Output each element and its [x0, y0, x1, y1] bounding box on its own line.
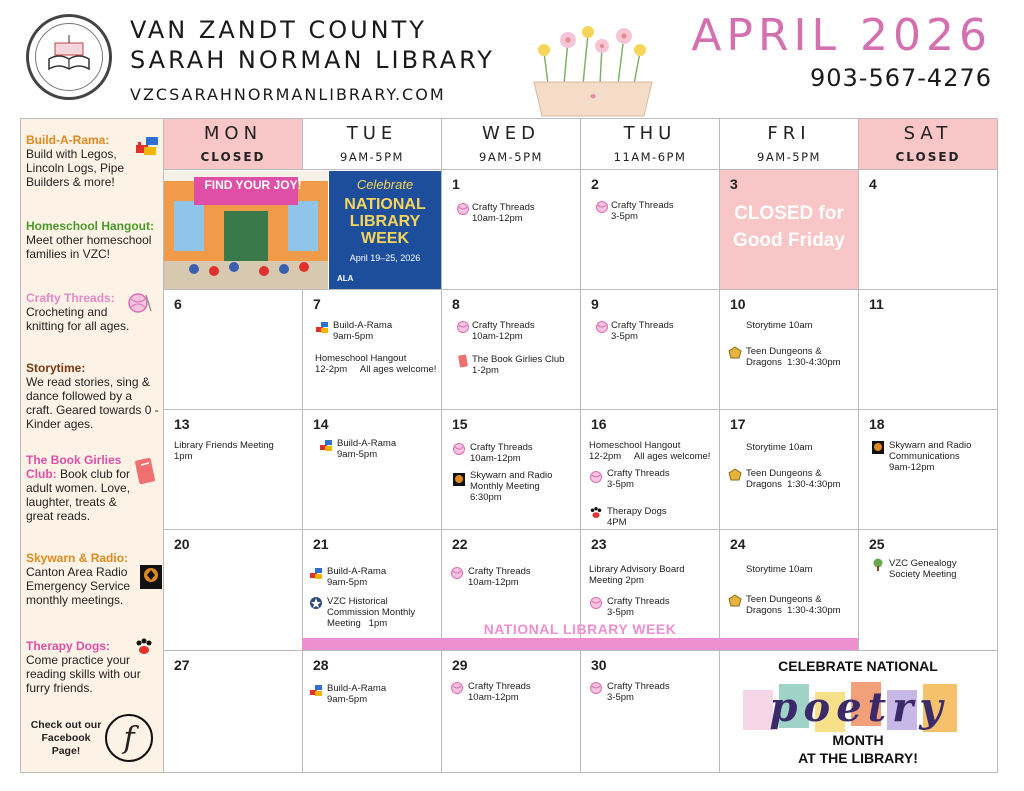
legend-text	[26, 453, 136, 523]
book-icon	[134, 457, 156, 485]
day-name: THU	[623, 123, 677, 144]
day-number: 6	[174, 296, 182, 312]
day-number: 20	[174, 536, 190, 552]
paw-print-icon	[134, 637, 154, 657]
yarn-ball-icon	[595, 320, 609, 334]
national-library-week-poster	[329, 171, 441, 289]
nlw-celebrate: Celebrate	[356, 177, 414, 192]
lego-bricks-icon	[309, 683, 323, 697]
book-icon	[456, 354, 470, 368]
event-skywarn-communications: Skywarn and Radio Communications 9am-12pm	[889, 440, 972, 473]
day-cell-16[interactable]	[580, 409, 720, 530]
day-name: MON	[203, 123, 263, 144]
lego-bricks-icon	[134, 133, 160, 157]
legend-title: The Book Girlies Club:	[26, 453, 122, 481]
legend-storytime	[26, 361, 162, 431]
day-number: 21	[313, 536, 329, 552]
find-your-joy-text: FIND YOUR JOY!	[204, 178, 302, 192]
legend-therapy-dogs	[26, 639, 162, 695]
day-number: 2	[591, 176, 599, 192]
day-header-wed	[441, 118, 581, 170]
yarn-ball-icon	[450, 681, 464, 695]
national-library-week-bar	[302, 638, 858, 650]
event-crafty-threads: Crafty Threads 10am-12pm	[472, 202, 535, 224]
day-number: 9	[591, 296, 599, 312]
yarn-ball-icon	[126, 291, 152, 315]
day-number: 17	[730, 416, 746, 432]
day-number: 11	[869, 296, 884, 312]
event-crafty-threads: Crafty Threads 3-5pm	[607, 681, 670, 703]
yarn-ball-icon	[595, 200, 609, 214]
yarn-ball-icon	[589, 470, 603, 484]
day-hours: 9AM-5PM	[340, 150, 404, 164]
month-title: APRIL 2026	[691, 10, 992, 61]
national-library-week-label: NATIONAL LIBRARY WEEK	[483, 621, 677, 637]
day-cell-29[interactable]	[441, 650, 581, 773]
day-cell-30[interactable]	[580, 650, 720, 773]
day-number: 3	[730, 176, 738, 192]
nlw-dates: April 19–25, 2026	[349, 253, 421, 263]
day-number: 28	[313, 657, 329, 673]
day-number: 24	[730, 536, 746, 552]
library-website[interactable]: VZCSARAHNORMANLIBRARY.COM	[130, 85, 446, 104]
flower-planter-illustration	[528, 22, 658, 118]
day-cell-27[interactable]	[163, 650, 303, 773]
day-number: 25	[869, 536, 885, 552]
legend-text: We read stories, sing & dance followed by a craft. Geared towards 0 - Kinder ages.	[26, 375, 159, 431]
event-homeschool-hangout: Homeschool Hangout 12-2pm All ages welcome!	[589, 440, 711, 462]
event-build-a-rama: Build-A-Rama 9am-5pm	[337, 438, 397, 460]
event-crafty-threads: Crafty Threads 3-5pm	[611, 320, 674, 342]
calendar-grid	[163, 118, 998, 773]
phone-number[interactable]: 903-567-4276	[809, 64, 992, 92]
lego-bricks-icon	[315, 320, 329, 334]
dragon-dice-icon	[728, 346, 742, 360]
event-teen-dnd: Teen Dungeons & Dragons 1:30-4:30pm	[746, 346, 841, 368]
event-library-friends: Library Friends Meeting 1pm	[174, 440, 274, 462]
event-crafty-threads: Crafty Threads 10am-12pm	[470, 442, 533, 464]
day-header-sat	[858, 118, 998, 170]
day-hours: 11AM-6PM	[613, 150, 687, 164]
skywarn-logo-icon	[452, 472, 466, 486]
yarn-ball-icon	[456, 202, 470, 216]
day-number: 22	[452, 536, 468, 552]
poetry-at-library-text: AT THE LIBRARY!	[798, 750, 918, 766]
library-title-line2: SARAH NORMAN LIBRARY	[130, 46, 495, 74]
day-cell-17[interactable]	[719, 409, 859, 530]
legend-text: Build with Legos, Lincoln Logs, Pipe Builders & more!	[26, 147, 125, 189]
day-cell-3[interactable]	[719, 169, 859, 290]
event-build-a-rama: Build-A-Rama 9am-5pm	[327, 683, 387, 705]
event-crafty-threads: Crafty Threads 10am-12pm	[468, 681, 531, 703]
day-cell-2[interactable]	[580, 169, 720, 290]
event-crafty-threads: Crafty Threads 10am-12pm	[468, 566, 531, 588]
legend-title: Skywarn & Radio:	[26, 551, 129, 565]
historical-commission-icon	[309, 596, 323, 610]
event-crafty-threads: Crafty Threads 3-5pm	[611, 200, 674, 222]
day-number: 14	[313, 416, 329, 432]
legend-title: Therapy Dogs:	[26, 639, 111, 653]
day-number: 15	[452, 416, 468, 432]
day-number: 23	[591, 536, 607, 552]
day-cell-8[interactable]	[441, 289, 581, 410]
family-tree-icon	[871, 558, 885, 572]
legend-book-girlies-club	[26, 453, 162, 523]
closed-good-friday: CLOSED for Good Friday	[733, 203, 845, 251]
event-crafty-threads: Crafty Threads 3-5pm	[607, 468, 670, 490]
day-header-thu	[580, 118, 720, 170]
legend-text: Crocheting and knitting for all ages.	[26, 305, 130, 333]
day-cell-11[interactable]	[858, 289, 998, 410]
event-homeschool-hangout: Homeschool Hangout 12-2pm All ages welcome!	[315, 353, 437, 375]
yarn-ball-icon	[589, 681, 603, 695]
event-storytime: Storytime 10am	[746, 320, 813, 331]
day-hours: CLOSED	[200, 150, 266, 164]
legend-build-a-rama	[26, 133, 162, 189]
facebook-callout: Check out our Facebook Page!	[30, 719, 102, 757]
day-number: 30	[591, 657, 607, 673]
day-number: 13	[174, 416, 190, 432]
event-storytime: Storytime 10am	[746, 564, 813, 575]
day-cell-18[interactable]	[858, 409, 998, 530]
day-cell-25[interactable]	[858, 529, 998, 651]
paw-print-icon	[589, 506, 603, 520]
nlw-title: NATIONAL LIBRARY WEEK	[344, 196, 426, 247]
event-teen-dnd: Teen Dungeons & Dragons 1:30-4:30pm	[746, 594, 841, 616]
event-build-a-rama: Build-A-Rama 9am-5pm	[333, 320, 393, 342]
lego-bricks-icon	[309, 566, 323, 580]
event-teen-dnd: Teen Dungeons & Dragons 1:30-4:30pm	[746, 468, 841, 490]
event-book-girlies-club: The Book Girlies Club 1-2pm	[472, 354, 565, 376]
day-name: SAT	[903, 123, 953, 144]
day-name: FRI	[767, 123, 811, 144]
day-header-fri	[719, 118, 859, 170]
day-cell-15[interactable]	[441, 409, 581, 530]
event-skywarn-meeting: Skywarn and Radio Monthly Meeting 6:30pm	[470, 470, 553, 503]
day-cell-7[interactable]	[302, 289, 442, 410]
legend-text: Meet other homeschool families in VZC!	[26, 233, 152, 261]
day-number: 27	[174, 657, 190, 673]
day-cell-10[interactable]	[719, 289, 859, 410]
day-number: 10	[730, 296, 746, 312]
event-storytime: Storytime 10am	[746, 442, 813, 453]
event-vzc-genealogy: VZC Genealogy Society Meeting	[889, 558, 957, 580]
legend-skywarn-radio	[26, 551, 162, 607]
event-build-a-rama: Build-A-Rama 9am-5pm	[327, 566, 387, 588]
day-header-tue	[302, 118, 442, 170]
day-number: 29	[452, 657, 468, 673]
day-header-mon	[163, 118, 303, 170]
event-historical-commission: VZC Historical Commission Monthly Meeting 1pm	[327, 596, 416, 629]
day-cell-9[interactable]	[580, 289, 720, 410]
event-library-advisory-board: Library Advisory Board Meeting 2pm	[589, 564, 685, 586]
day-cell-20[interactable]	[163, 529, 303, 651]
legend-title: Build-A-Rama:	[26, 133, 110, 147]
poetry-word: poetry	[769, 684, 949, 731]
legend-title: Storytime:	[26, 361, 86, 375]
facebook-icon[interactable]: f	[105, 714, 153, 762]
event-crafty-threads: Crafty Threads 10am-12pm	[472, 320, 535, 342]
day-hours: 9AM-5PM	[757, 150, 821, 164]
poetry-heading: CELEBRATE NATIONAL	[778, 658, 938, 674]
legend-description: Book club for adult women. Love, laughter, treats & great reads.	[26, 467, 131, 523]
legend-text: Come practice your reading skills with our furry friends.	[26, 653, 141, 695]
day-cell-1[interactable]	[441, 169, 581, 290]
day-cell-6[interactable]	[163, 289, 303, 410]
legend-title: Crafty Threads:	[26, 291, 115, 305]
dragon-dice-icon	[728, 594, 742, 608]
day-number: 18	[869, 416, 885, 432]
yarn-ball-icon	[456, 320, 470, 334]
legend-crafty-threads	[26, 291, 162, 333]
day-number: 1	[452, 176, 460, 192]
yarn-ball-icon	[589, 596, 603, 610]
event-therapy-dogs: Therapy Dogs 4PM	[607, 506, 667, 528]
day-number: 8	[452, 296, 460, 312]
day-cell-4[interactable]	[858, 169, 998, 290]
day-number: 4	[869, 176, 877, 192]
day-number: 7	[313, 296, 321, 312]
legend-title: Homeschool Hangout:	[26, 219, 154, 233]
day-cell-28[interactable]	[302, 650, 442, 773]
day-cell-14[interactable]	[302, 409, 442, 530]
poetry-month-text: MONTH	[832, 732, 884, 748]
yarn-ball-icon	[450, 566, 464, 580]
program-legend-sidebar	[20, 118, 164, 773]
yarn-ball-icon	[452, 442, 466, 456]
day-name: WED	[481, 123, 541, 144]
day-hours: 9AM-5PM	[479, 150, 543, 164]
library-logo	[26, 14, 112, 100]
dragon-dice-icon	[728, 468, 742, 482]
lego-bricks-icon	[319, 438, 333, 452]
day-hours: CLOSED	[895, 150, 961, 164]
day-name: TUE	[346, 123, 398, 144]
day-number: 16	[591, 416, 607, 432]
skywarn-logo-icon	[871, 440, 885, 454]
skywarn-logo-icon	[140, 565, 162, 589]
legend-text: Canton Area Radio Emergency Service monthly meetings.	[26, 565, 131, 607]
day-cell-13[interactable]	[163, 409, 303, 530]
library-title-line1: VAN ZANDT COUNTY	[130, 16, 427, 44]
legend-homeschool-hangout	[26, 219, 162, 261]
book-logo-icon	[41, 29, 97, 85]
ala-logo-text: ALA	[337, 274, 354, 283]
event-crafty-threads: Crafty Threads 3-5pm	[607, 596, 670, 618]
